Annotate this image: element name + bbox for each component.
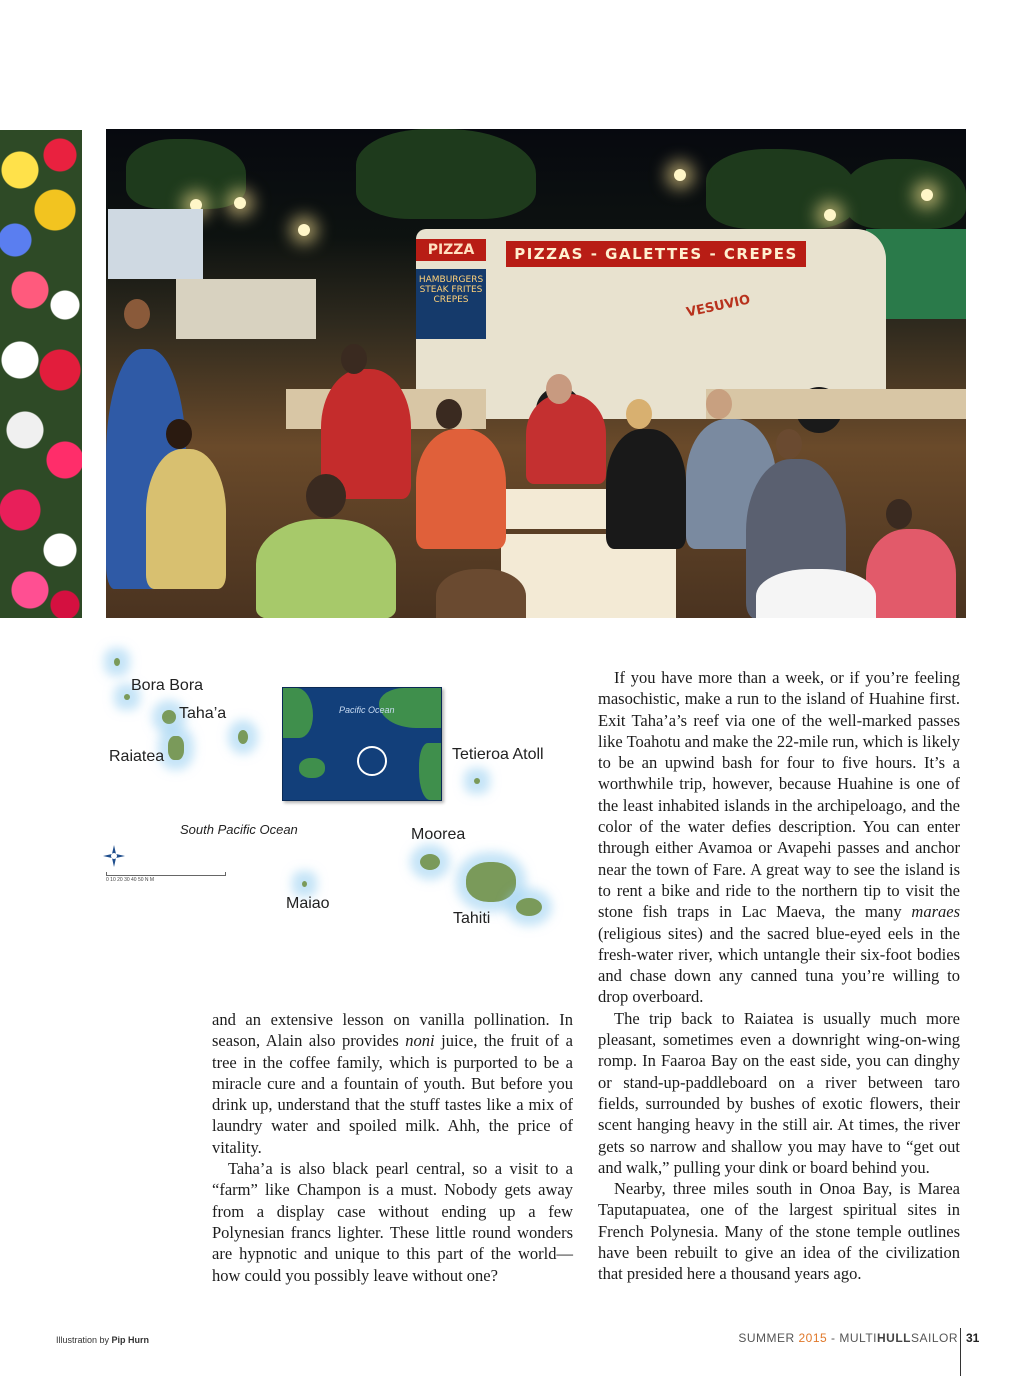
location-circle xyxy=(357,746,387,776)
label-moorea: Moorea xyxy=(411,826,466,843)
label-tetieroa-atoll: Tetieroa Atoll xyxy=(452,746,544,763)
label-south-pacific: South Pacific Ocean xyxy=(180,822,298,837)
label-raiatea: Raiatea xyxy=(109,748,165,765)
label-maiao: Maiao xyxy=(286,895,330,912)
paragraph: Taha’a is also black pearl central, so a visit to a “farm” like Champon is a must. Nobody gets away from a display case without ending up a few Polynesian francs lighter. These little round wonders are hypnotic and unique to this part of the world—how could you possibly leave without one? xyxy=(212,1159,573,1285)
inset-label: Pacific Ocean xyxy=(339,705,395,715)
pacific-inset-map xyxy=(282,687,442,801)
truck-side-sign: PIZZA xyxy=(416,239,486,261)
truck-banner: PIZZAS - GALETTES - CREPES xyxy=(506,241,806,267)
page-number: 31 xyxy=(966,1331,980,1345)
article-column-2 xyxy=(598,667,960,1285)
island-map xyxy=(98,640,568,970)
truck-logo: VESUVIO xyxy=(685,292,752,321)
label-bora-bora: Bora Bora xyxy=(131,677,204,694)
compass-icon xyxy=(103,845,125,867)
paragraph: The trip back to Raiatea is usually much more pleasant, sometimes even a downright wing-on-wing romp. In Faaroa Bay on the east side, you can dinghy or stand-up-paddleboard on a river between taro fields, surrounded by bushes of exotic flowers, their scent hanging heavy in the still air. At times, the river gets so narrow and shallow you may have to “get out and walk,” pulling your dink or board behind you. xyxy=(598,1008,960,1177)
paragraph: and an extensive lesson on vanilla pollination. In season, Alain also provides noni juice, the fruit of a tree in the coffee family, which is purported to be a miracle cure and a fountain of youth. But before you drink up, understand that the stuff tastes like a mix of laundry water and spoiled milk. Ahh, the price of vitality. xyxy=(212,1010,573,1157)
night-market-photo xyxy=(106,129,966,618)
label-tahiti: Tahiti xyxy=(453,910,491,927)
page-divider xyxy=(960,1328,961,1376)
truck-menu-window: HAMBURGERS STEAK FRITES CREPES xyxy=(416,269,486,339)
flower-photo xyxy=(0,130,82,618)
article-column-1 xyxy=(212,1009,573,1286)
magazine-footer: SUMMER 2015 - MULTIHULLSAILOR xyxy=(738,1331,958,1345)
paragraph: Nearby, three miles south in Onoa Bay, is Marea Taputapuatea, one of the largest spiritual sites in French Polynesia. Many of the stone temple outlines have been rebuilt to give an idea of the civilization that presided here a thousand years ago. xyxy=(598,1179,960,1284)
map-scale: 0 10 20 30 40 50 N M xyxy=(106,872,226,883)
paragraph: If you have more than a week, or if you’re feeling masochistic, make a run to the island of Huahine first. Exit Taha’a’s reef via one of the well-marked passes like Toahotu and make the 22-mile run, which is likely to be an upwind bash for four to five hours. It’s a worthwhile trip, however, because Huahine is one of the least inhabited islands in the archipeloago, and the color of the water defies description. You can enter through either Avamoa or Avapehi passes and anchor near the town of Fare. A great way to see the island is to rent a bike and ride to the northern tip to visit the stone fish traps in Lac Maeva, the many maraes (religious sites) and the sacred blue-eyed eels in the fresh-water river, which untangle their six-foot bodies and chase down any canned tuna you’re willing to drop overboard. xyxy=(598,668,960,1007)
illustration-credit: Illustration by Pip Hurn xyxy=(56,1335,150,1345)
label-tahaa: Taha’a xyxy=(179,705,227,722)
